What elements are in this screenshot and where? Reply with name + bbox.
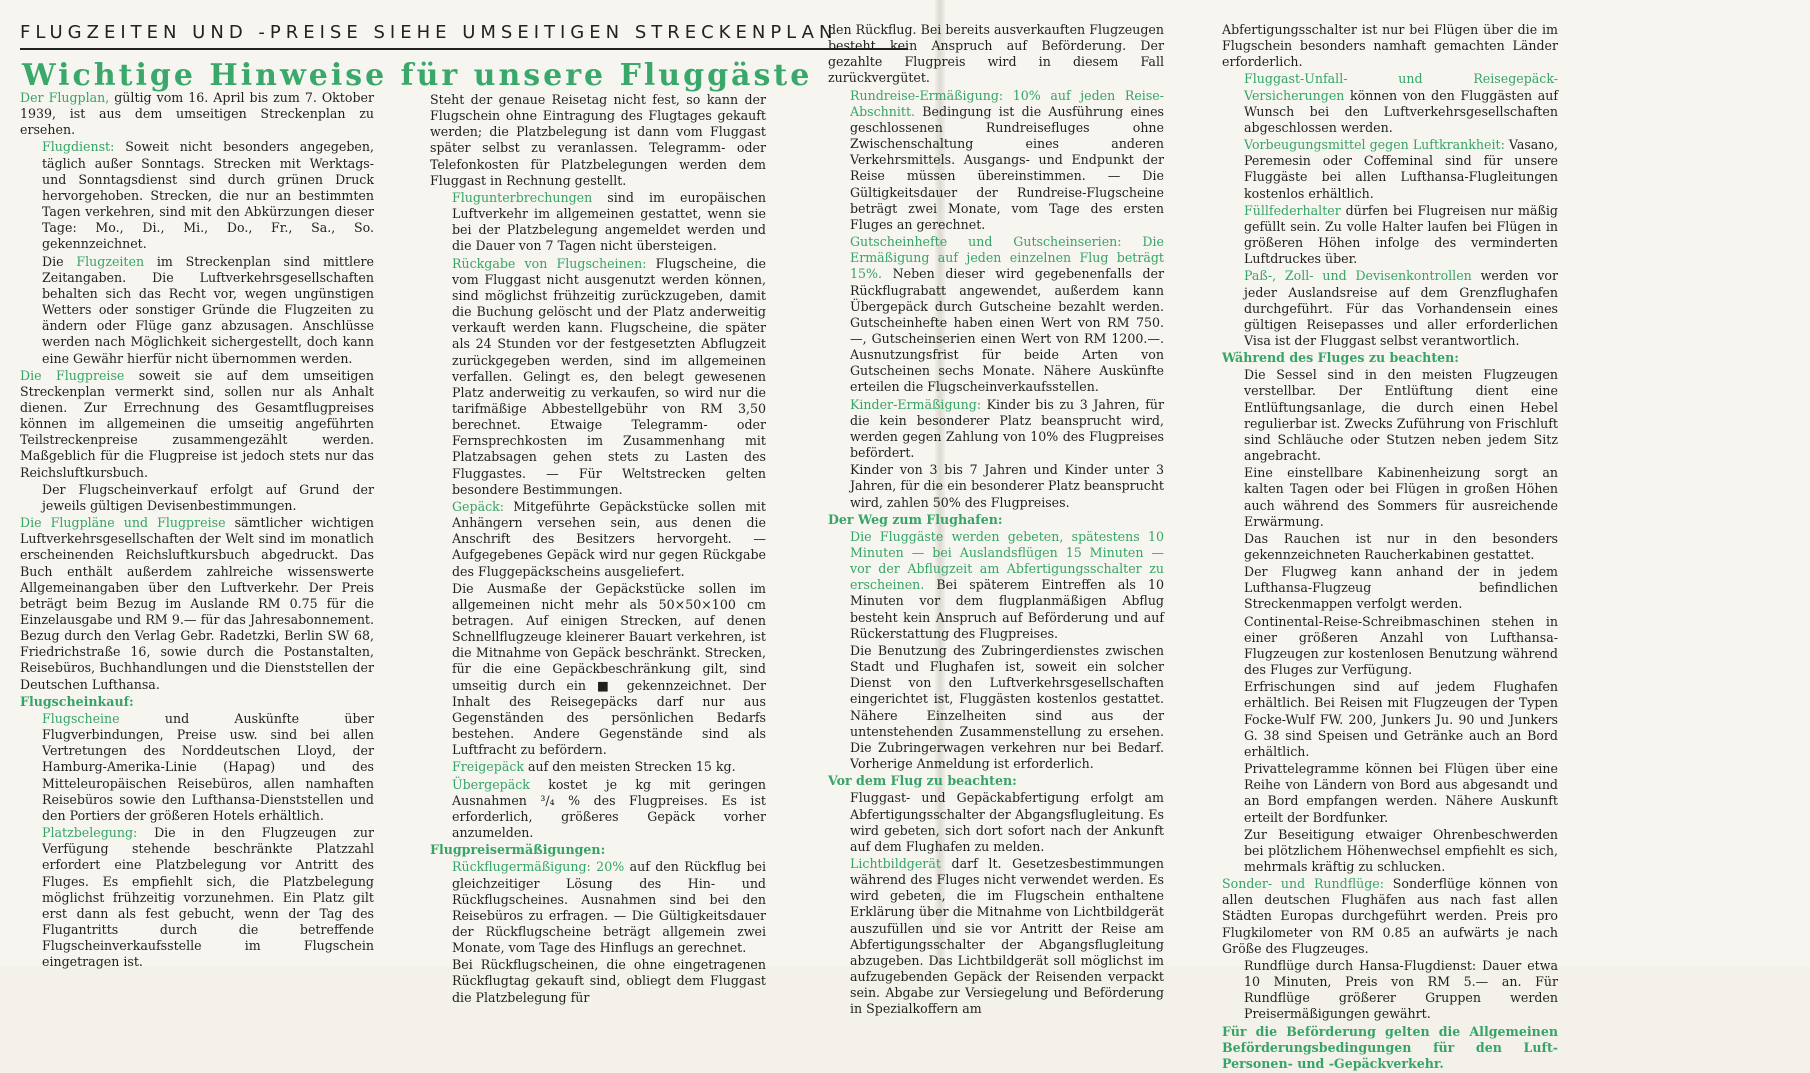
paragraph xyxy=(1222,137,1558,202)
highlight-term: Sonder- und Rundflüge: xyxy=(1222,876,1384,892)
paragraph xyxy=(1222,827,1558,875)
paragraph xyxy=(828,643,1164,772)
paragraph xyxy=(1222,761,1558,826)
paragraph-text: dürfen bei Flugreisen nur mäßig gefüllt sein. Zu volle Halter laufen bei Flügen in größeren Höhen infolge des verminderten Luftdruckes über. xyxy=(1244,202,1558,267)
paragraph xyxy=(430,256,766,498)
highlight-term: Der Flugplan, xyxy=(20,90,110,105)
column-2 xyxy=(430,92,766,1007)
paragraph-text: Die Sessel sind in den meisten Flugzeugen verstellbar. Der Entlüftung dient eine Entlüftungsanlage, die durch einen Hebel regulierbar ist. Zwecks Zuführung von Frischluft sind Schläuche oder Stutzen neben jedem Sitz angebracht. xyxy=(1244,367,1558,464)
paragraph-text: Der Flugweg kann anhand der in jedem Lufthansa-Flugzeug befindlichen Streckenmappen verfolgt werden. xyxy=(1244,564,1558,612)
highlight-term: Flugdienst: xyxy=(42,139,115,155)
paragraph xyxy=(828,462,1164,510)
paragraph-text: sind im europäischen Luftverkehr im allgemeinen gestattet, wenn sie bei der Platzbelegung angemeldet werden und die Dauer von 7 Tagen nicht übersteigen. xyxy=(452,189,766,254)
paragraph xyxy=(20,254,374,367)
paragraph-text: können von den Fluggästen auf Wunsch bei den Luftverkehrsgesellschaften abgeschlossen werden. xyxy=(1244,87,1558,135)
paragraph-text: Kinder bis zu 3 Jahren, für die kein besonderer Platz beansprucht wird, werden gegen Zahlung von 10% des Flugpreises befördert. xyxy=(850,396,1164,461)
paragraph-text: Mitgeführte Gepäckstücke sollen mit Anhängern versehen sein, aus denen die Anschrift des Besitzers hervorgeht. — Aufgegebenes Gepäck wird nur gegen Rückgabe des Fluggepäckscheins ausgeliefert. xyxy=(452,498,766,579)
paragraph-text: Die Benutzung des Zubringerdienstes zwischen Stadt und Flughafen ist, soweit ein solcher Dienst von den Luftverkehrsgesellschaften eingerichtet ist, Fluggästen kostenlos gestattet. Nähere Einzelheiten sind aus der untenstehenden Zusammenstellung zu ersehen. Die Zubringerwagen verkehren nur bei Bedarf. Vorherige Anmeldung ist erforderlich. xyxy=(850,642,1164,772)
paragraph xyxy=(1222,614,1558,679)
paragraph xyxy=(20,515,374,693)
highlight-term: Flugpreisermäßigungen: xyxy=(430,842,606,858)
highlight-term: Während des Fluges zu beachten: xyxy=(1222,350,1459,366)
paragraph-text: Sonderflüge können von allen deutschen Flughäfen aus nach fast allen Städten Europas durchgeführt werden. Preis pro Flugkilometer von RM 0.85 an aufwärts je nach Größe des Flugzeuges. xyxy=(1222,876,1558,956)
paragraph-text: Neben dieser wird gegebenenfalls der Rückflugrabatt angewendet, außerdem kann Übergepäck durch Gutscheine bezahlt werden. Gutscheinhefte haben einen Wert von RM 750.—, Gutscheinserien einen Wert von RM 1200.—. Ausnutzungsfrist für beide Arten von Gutscheinen sechs Monate. Nähere Auskünfte erteilen die Flugscheinverkaufsstellen. xyxy=(850,266,1164,395)
highlight-term: Fluggast-Unfall- und Reisegepäck-Versicherungen xyxy=(1244,71,1558,103)
paragraph xyxy=(828,22,1164,87)
paragraph-text: Die in den Flugzeugen zur Verfügung stehende beschränkte Platzzahl erfordert eine Platzbelegung vor Antritt des Fluges. Es empfiehlt sich, die Platzbelegung möglichst frühzeitig vorzunehmen. Ein Platz gilt erst dann als fest gebucht, wenn der Tag des Flugantritts durch die betreffende Flugscheinverkaufsstelle im Flugschein eingetragen ist. xyxy=(42,825,374,970)
paragraph xyxy=(828,773,1164,789)
paragraph xyxy=(1222,22,1558,70)
page-title: Wichtige Hinweise für unsere Fluggäste xyxy=(22,58,813,93)
paragraph xyxy=(1222,1024,1558,1072)
paragraph xyxy=(20,90,374,138)
highlight-term: Flugzeiten xyxy=(76,253,145,269)
paragraph xyxy=(1222,71,1558,136)
paragraph xyxy=(1222,350,1558,366)
highlight-term: Der Weg zum Flughafen: xyxy=(828,511,1003,527)
paragraph-text: Bedingung ist die Ausführung eines geschlossenen Rundreisefluges ohne Zwischenschaltung eines anderen Verkehrsmittels. Ausgangs- und Endpunkt der Reise müssen übereinstimmen. — Die Gültigkeitsdauer der Rundreise-Flugscheine beträgt zwei Monate, vom Tage des ersten Fluges an gerechnet. xyxy=(850,103,1164,232)
paragraph-text: Soweit nicht besonders angegeben, täglich außer Sonntags. Strecken mit Werktags- und Sonntagsdienst sind durch grünen Druck hervorgehoben. Strecken, die nur an bestimmten Tagen verkehren, sind mit den Abkürzungen dieser Tage: Mo., Di., Mi., Do., Fr., Sa., So. gekennzeichnet. xyxy=(42,139,374,252)
paragraph xyxy=(1222,367,1558,464)
paragraph xyxy=(1222,958,1558,1023)
paragraph xyxy=(20,368,374,481)
paragraph-text: im Streckenplan sind mittlere Zeitangaben. Die Luftverkehrsgesellschaften behalten sich das Recht vor, wegen ungünstigen Wetters oder sonstiger Gründe die Flugzeiten zu ändern oder Flüge ganz abzusagen. Anschlüsse werden nach Möglichkeit sichergestellt, doch kann eine Gewähr hierfür nicht übernommen werden. xyxy=(42,253,374,366)
paragraph xyxy=(430,499,766,580)
highlight-term: Die Flugpläne und Flugpreise xyxy=(20,515,226,531)
highlight-term: Die Flugpreise xyxy=(20,367,125,383)
highlight-term: Flugscheine xyxy=(42,710,120,726)
highlight-term: Übergepäck xyxy=(452,776,530,792)
paragraph-text: Abfertigungsschalter ist nur bei Flügen über die im Flugschein besonders namhaft gemachten Länder erforderlich. xyxy=(1222,22,1558,70)
highlight-term: Flugscheinkauf: xyxy=(20,693,134,709)
paragraph xyxy=(1222,465,1558,530)
paragraph-text: Erfrischungen sind auf jedem Flughafen erhältlich. Bei Reisen mit Flugzeugen der Typen Focke-Wulf FW. 200, Junkers Ju. 90 und Junkers G. 38 sind Speisen und Getränke auch an Bord erhältlich. xyxy=(1244,679,1558,759)
paragraph xyxy=(1222,876,1558,957)
paragraph xyxy=(828,397,1164,462)
paragraph-text: Bei späterem Eintreffen als 10 Minuten vor dem flugplanmäßigen Abflug besteht kein Anspruch auf Beförderung und auf Rückerstattung des Flugpreises. xyxy=(850,577,1164,641)
paragraph-text: soweit sie auf dem umseitigen Streckenplan vermerkt sind, sollen nur als Anhalt dienen. Zur Errechnung des Gesamtflugpreises können im allgemeinen die umseitig angeführten Teilstreckenpreise zusammengezählt werden. Maßgeblich für die Flugpreise ist jedoch stets nur das Reichsluftkursbuch. xyxy=(20,367,374,480)
paragraph-text: Zur Beseitigung etwaiger Ohrenbeschwerden bei plötzlichem Höhenwechsel empfiehlt es sich, mehrmals kräftig zu schlucken. xyxy=(1244,826,1558,874)
highlight-term: Die Fluggäste werden gebeten, spätestens 10 Minuten — bei Auslandsflügen 15 Minuten — vor der Abflugzeit am Abfertigungsschalter zu erscheinen. xyxy=(850,528,1164,593)
column-4 xyxy=(1222,22,1558,1073)
paragraph xyxy=(430,777,766,842)
paragraph xyxy=(430,92,766,189)
paragraph xyxy=(828,790,1164,855)
paragraph-text: Bei Rückflugscheinen, die ohne eingetragenen Rückflugtag gekauft sind, obliegt dem Fluggast die Platzbelegung für xyxy=(452,957,766,1005)
highlight-term: Freigepäck xyxy=(452,759,525,775)
highlight-term: Rundreise-Ermäßigung: 10% auf jeden Reise-Abschnitt. xyxy=(850,87,1164,119)
paragraph-text: kostet je kg mit geringen Ausnahmen ³/₄ % des Flugpreises. Es ist erforderlich, größeres Gepäck vorher anzumelden. xyxy=(452,776,766,841)
banner-rule xyxy=(20,48,908,50)
paragraph-text: und Auskünfte über Flugverbindungen, Preise usw. sind bei allen Vertretungen des Norddeutschen Lloyd, der Hamburg-Amerika-Linie (Hapag) und des Mitteleuropäischen Reisebüros, allen namhaften Reisebüros sowie den Lufthansa-Dienststellen und den Portiers der größeren Hotels erhältlich. xyxy=(42,710,374,823)
paragraph xyxy=(430,859,766,956)
paragraph xyxy=(20,825,374,970)
highlight-term: Gepäck: xyxy=(452,498,505,514)
paragraph xyxy=(828,529,1164,642)
paragraph-text: werden vor jeder Auslandsreise auf dem Grenzflughafen durchgeführt. Für das Vorhandensein eines gültigen Reisepasses und aller erforderlichen Visa ist der Fluggast selbst verantwortlich. xyxy=(1244,268,1558,348)
highlight-term: Vorbeugungsmittel gegen Luftkrankheit: xyxy=(1244,137,1505,153)
paragraph xyxy=(828,512,1164,528)
paragraph-text: Privattelegramme können bei Flügen über eine Reihe von Ländern von Bord aus abgesandt und an Bord empfangen werden. Nähere Auskunft erteilt der Bordfunker. xyxy=(1244,761,1558,825)
paragraph-text: Continental-Reise-Schreibmaschinen stehen in einer größeren Anzahl von Lufthansa-Flugzeugen zur kostenlosen Benutzung während des Fluges zur Verfügung. xyxy=(1244,613,1558,678)
paragraph-text: Rundflüge durch Hansa-Flugdienst: Dauer etwa 10 Minuten, Preis von RM 5.— an. Für Rundflüge größerer Gruppen werden Preisermäßigungen gewährt. xyxy=(1244,957,1558,1022)
highlight-term: Für die Beförderung gelten die Allgemeinen Beförderungsbedingungen für den Luft-Personen- und -Gepäckverkehr. xyxy=(1222,1023,1558,1071)
highlight-term: Platzbelegung: xyxy=(42,825,138,841)
paragraph-text: Vasano, Peremesin oder Coffeminal sind für unsere Fluggäste bei allen Lufthansa-Flugleitungen kostenlos erhältlich. xyxy=(1244,137,1558,201)
paragraph-text: den Rückflug. Bei bereits ausverkauften Flugzeugen besteht kein Anspruch auf Beförderung. Der gezahlte Flugpreis wird in diesem Fall zurückvergütet. xyxy=(828,22,1164,86)
highlight-term: Füllfederhalter xyxy=(1244,202,1341,218)
paragraph xyxy=(1222,564,1558,612)
paragraph xyxy=(430,842,766,858)
paragraph-text: Steht der genaue Reisetag nicht fest, so kann der Flugschein ohne Eintragung des Flugtages gekauft werden; die Platzbelegung ist dann vom Fluggast später selbst zu veranlassen. Telegramm- oder Telefonkosten für Platzbelegungen werden dem Fluggast in Rechnung gestellt. xyxy=(430,92,766,188)
highlight-term: Rückgabe von Flugscheinen: xyxy=(452,255,647,271)
paragraph-text: Eine einstellbare Kabinenheizung sorgt an kalten Tagen oder bei Flügen in großen Höhen auch während des Sommers für ausreichende Erwärmung. xyxy=(1244,465,1558,529)
highlight-term: Paß-, Zoll- und Devisenkontrollen xyxy=(1244,268,1472,284)
paragraph xyxy=(1222,268,1558,349)
paragraph-text: Flugscheine, die vom Fluggast nicht ausgenutzt werden können, sind möglichst frühzeitig zurückzugeben, damit die Buchung gelöscht und der Platz anderweitig verkauft werden kann. Flugscheine, die später als 24 Stunden vor der festgesetzten Abflugzeit zurückgegeben werden, sind im allgemeinen verfallen. Gelingt es, den belegt gewesenen Platz anderweitig zu verkaufen, so wird nur die tarifmäßige Abbestellgebühr von RM 3,50 berechnet. Etwaige Telegramm- oder Fernsprechkosten im Zusammenhang mit Platzabsagen gehen stets zu Lasten des Fluggastes. — Für Weltstrecken gelten besondere Bestimmungen. xyxy=(452,255,766,497)
paragraph xyxy=(1222,531,1558,563)
highlight-term: Rückflugermäßigung: 20% xyxy=(452,859,625,875)
column-3 xyxy=(828,22,1164,1019)
paragraph xyxy=(828,88,1164,233)
paragraph xyxy=(828,234,1164,396)
paragraph-text: darf lt. Gesetzesbestimmungen während des Fluges nicht verwendet werden. Es wird gebeten, die im Flugschein enthaltene Erklärung über die Mitnahme von Lichtbildgerät auszufüllen und sie vor Antritt der Reise am Abfertigungsschalter der Abgangsflugleitung abzugeben. Das Lichtbildgerät soll möglichst im aufzugebenden Gepäck der Reisenden verpackt sein. Abgabe zur Versiegelung und Beförderung in Spezialkoffern am xyxy=(850,855,1164,1017)
top-banner: FLUGZEITEN UND -PREISE SIEHE UMSEITIGEN STRECKENPLAN xyxy=(20,22,838,43)
highlight-term: Flugunterbrechungen xyxy=(452,189,593,205)
paragraph xyxy=(430,581,766,759)
paragraph xyxy=(430,759,766,775)
paragraph xyxy=(1222,679,1558,760)
paragraph xyxy=(20,711,374,824)
paragraph-text: Der Flugscheinverkauf erfolgt auf Grund der jeweils gültigen Devisenbestimmungen. xyxy=(42,481,374,513)
paragraph-text: Kinder von 3 bis 7 Jahren und Kinder unter 3 Jahren, für die ein besonderer Platz beansprucht wird, zahlen 50% des Flugpreises. xyxy=(850,462,1164,510)
paragraph xyxy=(20,694,374,710)
highlight-term: Vor dem Flug zu beachten: xyxy=(828,773,1017,789)
highlight-term: Gutscheinhefte und Gutscheinserien: Die Ermäßigung auf jeden einzelnen Flug beträgt 15%. xyxy=(850,234,1164,282)
paragraph-text: Fluggast- und Gepäckabfertigung erfolgt am Abfertigungsschalter der Abgangsflugleitung. Es wird gebeten, sich dort sofort nach der Ankunft auf dem Flughafen zu melden. xyxy=(850,790,1164,854)
column-1 xyxy=(20,90,374,971)
paragraph-text: gültig vom 16. April bis zum 7. Oktober 1939, ist aus dem umseitigen Streckenplan zu ersehen. xyxy=(20,90,374,138)
paragraph-text: Das Rauchen ist nur in den besonders gekennzeichneten Raucherkabinen gestattet. xyxy=(1244,530,1558,562)
paragraph-lead: Die xyxy=(42,253,77,269)
paragraph xyxy=(20,482,374,514)
highlight-term: Kinder-Ermäßigung: xyxy=(850,396,982,412)
paragraph xyxy=(430,957,766,1005)
paragraph-text: auf den Rückflug bei gleichzeitiger Lösung des Hin- und Rückflugscheines. Ausnahmen sind bei den Reisebüros zu erfragen. — Die Gültigkeitsdauer der Rückflugscheine beträgt allgemein zwei Monate, vom Tage des Hinflugs an gerechnet. xyxy=(452,859,767,956)
paragraph xyxy=(20,139,374,252)
paragraph xyxy=(430,190,766,255)
paragraph xyxy=(1222,203,1558,268)
paragraph-text: sämtlicher wichtigen Luftverkehrsgesellschaften der Welt sind im monatlich erscheinenden Reichsluftkursbuch abgedruckt. Das Buch enthält außerdem zahlreiche wissenswerte Allgemeinangaben über den Luftverkehr. Der Preis beträgt beim Bezug im Auslande RM 0.75 für die Einzelausgabe und RM 9.— für das Jahresabonnement. Bezug durch den Verlag Gebr. Radetzki, Berlin SW 68, Friedrichstraße 16, sowie durch die Postanstalten, Reisebüros, Buchhandlungen und die Dienststellen der Deutschen Lufthansa. xyxy=(20,515,375,692)
paragraph-text: auf den meisten Strecken 15 kg. xyxy=(524,759,736,775)
highlight-term: Lichtbildgerät xyxy=(850,855,941,871)
paragraph-text: Die Ausmaße der Gepäckstücke sollen im allgemeinen nicht mehr als 50×50×100 cm betragen. Auf einigen Strecken, auf denen Schnellflugzeuge kleinerer Bauart verkehren, ist die Mitnahme von Gepäck beschränkt. Strecken, für die eine Gepäckbeschränkung gilt, sind umseitig durch ein ■ gekennzeichnet. Der Inhalt des Reisegepäcks darf nur aus Gegenständen des persönlichen Bedarfs bestehen. Andere Gegenstände sind als Luftfracht zu befördern. xyxy=(452,580,766,758)
paragraph xyxy=(828,856,1164,1018)
